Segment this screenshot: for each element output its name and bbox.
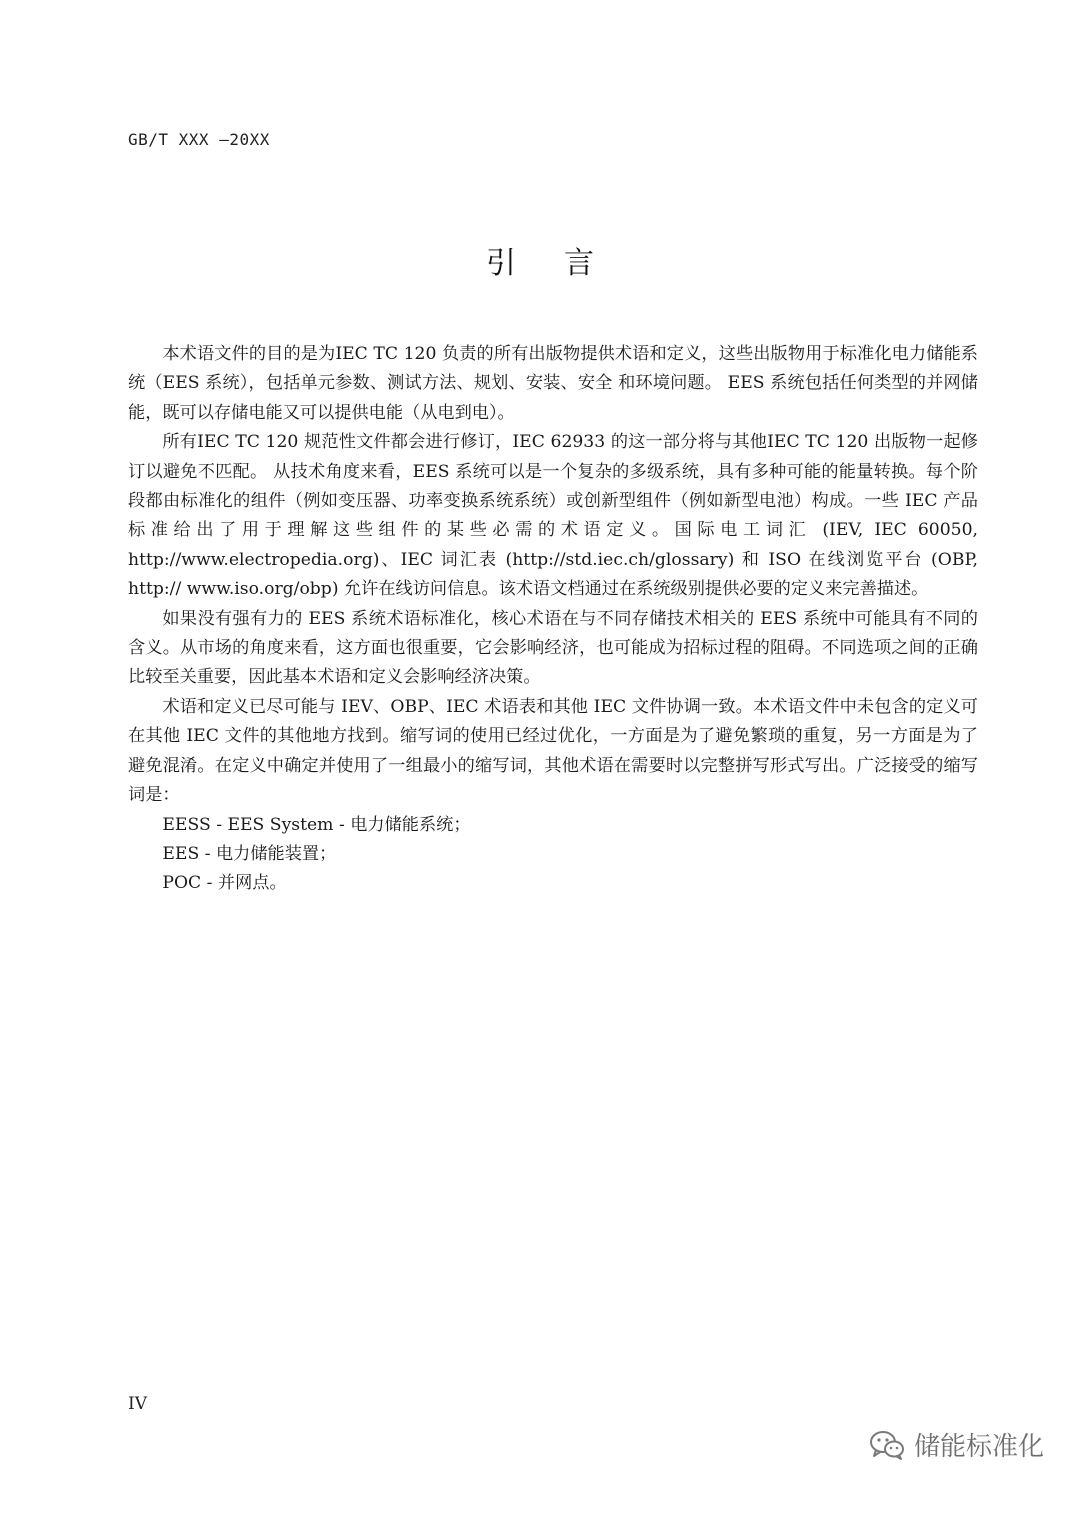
section-title: 引言: [486, 246, 642, 281]
wechat-icon: [868, 1429, 906, 1461]
paragraph: 本术语文件的目的是为IEC TC 120 负责的所有出版物提供术语和定义，这些出版物用于标准化电力储能系统（EES 系统），包括单元参数、测试方法、规划、安装、安全 和环境问题。 EES 系统包括任何类型的并网储能，既可以存储电能又可以提供电能（从电到电）。: [128, 344, 978, 423]
paragraph: 所有IEC TC 120 规范性文件都会进行修订，IEC 62933 的这一部分将与其他IEC TC 120 出版物一起修订以避免不匹配。 从技术角度来看，EES 系统可以是一个复杂的多级系统，具有多种可能的能量转换。每个阶段都由标准化的组件（例如变压器、功率变换系统系统）或创新型组件（例如新型电池）构成。一些 IEC 产品标准给出了用于理解这些组件的某些必需的术语定义。国际电工词汇 (IEV, IEC 60050, http://www.electropedia.org)、IEC 词汇表 (http://std.iec.ch/glossary) 和 ISO 在线浏览平台 (OBP, http:// www.iso.org/obp) 允许在线访问信息。该术语文档通过在系统级别提供必要的定义来完善描述。: [128, 432, 978, 600]
introduction-body: [128, 340, 978, 899]
abbreviation-item: EESS - EES System - 电力储能系统；: [162, 814, 471, 835]
abbreviation-item: POC - 并网点。: [162, 873, 287, 894]
abbreviation-list: [128, 811, 978, 899]
page-number: IV: [128, 1394, 147, 1414]
paragraph: 术语和定义已尽可能与 IEV、OBP、IEC 术语表和其他 IEC 文件协调一致。本术语文件中未包含的定义可在其他 IEC 文件的其他地方找到。缩写词的使用已经过优化，一方面是为了避免繁琐的重复，另一方面是为了避免混淆。在定义中确定并使用了一组最小的缩写词，其他术语在需要时以完整拼写形式写出。广泛接受的缩写词是：: [128, 696, 978, 806]
watermark-text: 储能标准化: [913, 1432, 1044, 1462]
document-code-header: GB/T XXX —20XX: [128, 130, 270, 149]
paragraph: 如果没有强有力的 EES 系统术语标准化，核心术语在与不同存储技术相关的 EES 系统中可能具有不同的含义。从市场的角度来看，这方面也很重要，它会影响经济，也可能成为招标过程的阻碍。不同选项之间的正确比较至关重要，因此基本术语和定义会影响经济决策。: [128, 608, 978, 688]
wechat-watermark: [868, 1426, 1044, 1463]
abbreviation-item: EES - 电力储能装置；: [162, 843, 337, 864]
